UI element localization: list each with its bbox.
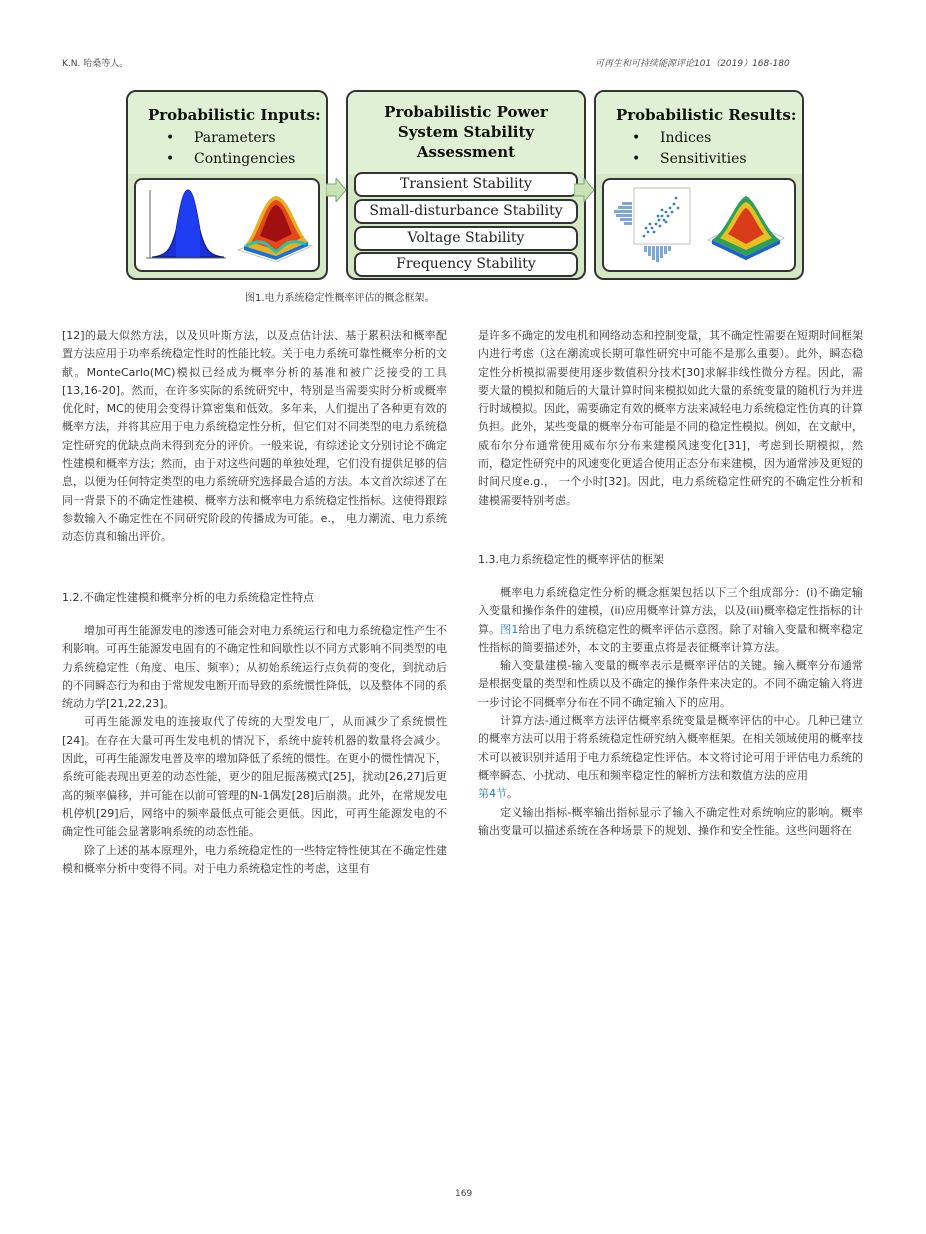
bullet-contingencies: • Contingencies — [166, 151, 296, 167]
figure-caption: 图1.电力系统稳定性概率评估的概念框架。 — [245, 293, 435, 304]
probabilistic-results-panel — [594, 90, 804, 280]
paragraph: 定义输出指标-概率输出指标显示了输入不确定性对系统响应的影响。概率输出变量可以描述系统在各种场景下的规划、操作和安全性能。这些问题将在 — [478, 805, 863, 837]
panel-title-results: Probabilistic Results: — [616, 106, 797, 124]
bullet-sensitivities: • Sensitivities — [632, 151, 747, 167]
stability-assessment-panel — [346, 90, 586, 280]
frequency-stability-box: Frequency Stability — [354, 252, 578, 277]
result-plots — [604, 180, 794, 270]
bullet-parameters: • Parameters — [166, 130, 276, 146]
3d-sensitivity-surface-icon — [708, 196, 784, 260]
paragraph: 是许多不确定的发电机和网络动态和控制变量，其不确定性需要在短期时间框架内进行考虑（这在潮流或长期可靠性研究中可能不是那么重要）。此外，瞬态稳定性分析模拟需要使用逐步数值积分技术[30]求解非线性微分方程。因此，需要大量的模拟和随后的大量计算时间来模拟如此大量的系统变量的随机行为并进行时域模拟。因此，需要确定有效的概率方法来减轻电力系统稳定性仿真的计算负担。此外，某些变量的概率分布可能是不同的稳定性模拟。例如，在文献中，威布尔分布通常使用威布尔分布来建模风速变化[31]，考虑到长期模拟，然而，稳定性研究中的风速变化更适合使用正态分布来建模，因为通常涉及更短的时间尺度e.g.， 一个小时[32]。因此，电力系统稳定性研究的不确定性分析和建模需要特别考虑。 — [478, 329, 863, 507]
probabilistic-inputs-panel — [126, 90, 328, 280]
right-column-lower — [478, 584, 863, 840]
panel-title-inputs: Probabilistic Inputs: — [148, 106, 321, 124]
paragraph: 增加可再生能源发电的渗透可能会对电力系统运行和电力系统稳定性产生不利影响。可再生能源发电固有的不确定性和间歇性以不同方式影响不同类型的电力系统稳定性（角度、电压、频率）；从初始系统运行点负荷的变化，到扰动后的不同瞬态行为和由于常规发电断开而导致的系统惯性降低，以及整体不同的系统动力学[21,22,23]。 — [62, 624, 447, 711]
scatter-histogram-plot-icon — [614, 188, 690, 262]
left-column — [62, 327, 447, 547]
distribution-plots — [136, 180, 318, 270]
right-column — [478, 327, 863, 510]
paragraph: 输入变量建模-输入变量的概率表示是概率评估的关键。输入概率分布通常是根据变量的类型和性质以及不确定的操作条件来决定的。不同不确定输入将进一步讨论不同概率分布在不同不确定输入下的应用。 — [478, 659, 863, 709]
figure-1 — [126, 88, 802, 278]
page-number: 169 — [455, 1189, 473, 1199]
panel-title-assessment: Probabilistic Power System Stability Assessment — [384, 103, 548, 161]
section-4-link[interactable]: 第4节 — [478, 787, 507, 801]
paragraph: 可再生能源发电的连接取代了传统的大型发电厂，从而减少了系统惯性[24]。在存在大量可再生发电机的情况下，系统中旋转机器的数量将会减少。因此，可再生能源发电普及率的增加降低了系统的惯性。在更小的惯性情况下，系统可能表现出更差的动态性能，更少的阻尼振荡模式[25]，扰动[26,27]后更高的频率偏移，并可能在以前可管理的N-1偶发[28]后崩溃。此外，在常规发电机停机[29]后，网络中的频率最低点可能会更低。因此，可再生能源发电的不确定性可能会显著影响系统的动态性能。 — [62, 715, 447, 839]
inputs-graphics-box — [134, 178, 320, 272]
running-header-authors: K.N. 哈桑等人。 — [62, 59, 129, 69]
small-disturbance-stability-box: Small-disturbance Stability — [354, 199, 578, 224]
paragraph: 概率电力系统稳定性分析的概念框架包括以下三个组成部分：(i)不确定输入变量和操作条件的建模，(ii)应用概率计算方法，以及(iii)概率稳定性指标的计算。图1给出了电力系统稳定性的概率评估示意图。除了对输入变量和概率稳定性指标的简要描述外，本文的主要重点将是表征概率计算方法。 — [478, 586, 864, 654]
paragraph: 第4节。 — [478, 787, 518, 801]
paragraph: [12]的最大似然方法，以及贝叶斯方法，以及点估计法、基于累积法和概率配置方法应用于功率系统稳定性时的性能比较。关于电力系统可靠性概率分析的文献。MonteCarlo(MC)模拟已经成为概率分析的基准和被广泛接受的工具[13,16-20]。然而，在许多实际的系统研究中，特别是当需要实时分析或概率优化时，MC的使用会变得计算密集和低效。多年来，人们提出了各种更有效的概率方法，并将其应用于电力系统稳定性分析，但它们对不同类型的电力系统稳定性研究的优缺点尚未得到充分的评价。一般来说，有综述论文分别讨论不确定性建模和概率方法；然而，由于对这些问题的单独处理，它们没有提供足够的信息，以便为任何特定类型的电力系统研究选择最合适的方法。本文首次综述了在同一背景下的不确定性建模、概率方法和概率电力系统稳定性指标。这使得跟踪参数输入不确定性在不同研究阶段的传播成为可能。e.， 电力潮流、电力系统动态仿真和输出评价。 — [62, 329, 447, 544]
bullet-indices: • Indices — [632, 130, 712, 146]
section-title-1-3: 1.3.电力系统稳定性的概率评估的框架 — [478, 553, 664, 566]
running-header-journal: 可再生和可持续能源评论101（2019）168-180 — [595, 59, 790, 69]
left-column-lower — [62, 622, 447, 878]
paragraph: 除了上述的基本原理外，电力系统稳定性的一些特定特性使其在不确定性建模和概率分析中变得不同。对于电力系统稳定性的考虑，这里有 — [62, 843, 447, 875]
normal-distribution-icon — [146, 190, 226, 258]
section-title-1-2: 1.2.不确定性建模和概率分析的电力系统稳定性特点 — [62, 591, 314, 604]
transient-stability-box: Transient Stability — [354, 172, 578, 197]
figure-1-link[interactable]: 图1 — [500, 622, 519, 636]
paragraph: 计算方法-通过概率方法评估概率系统变量是概率评估的中心。几种已建立的概率方法可以用于将系统稳定性研究纳入概率框架。在相关领域使用的概率技术可以被识别并适用于电力系统稳定性评估。本文将讨论可用于评估电力系统的概率瞬态、小扰动、电压和频率稳定性的解析方法和数值方法的应用 — [478, 714, 863, 782]
results-graphics-box — [602, 178, 796, 272]
voltage-stability-box: Voltage Stability — [354, 226, 578, 251]
3d-surface-plot-icon — [238, 196, 312, 262]
